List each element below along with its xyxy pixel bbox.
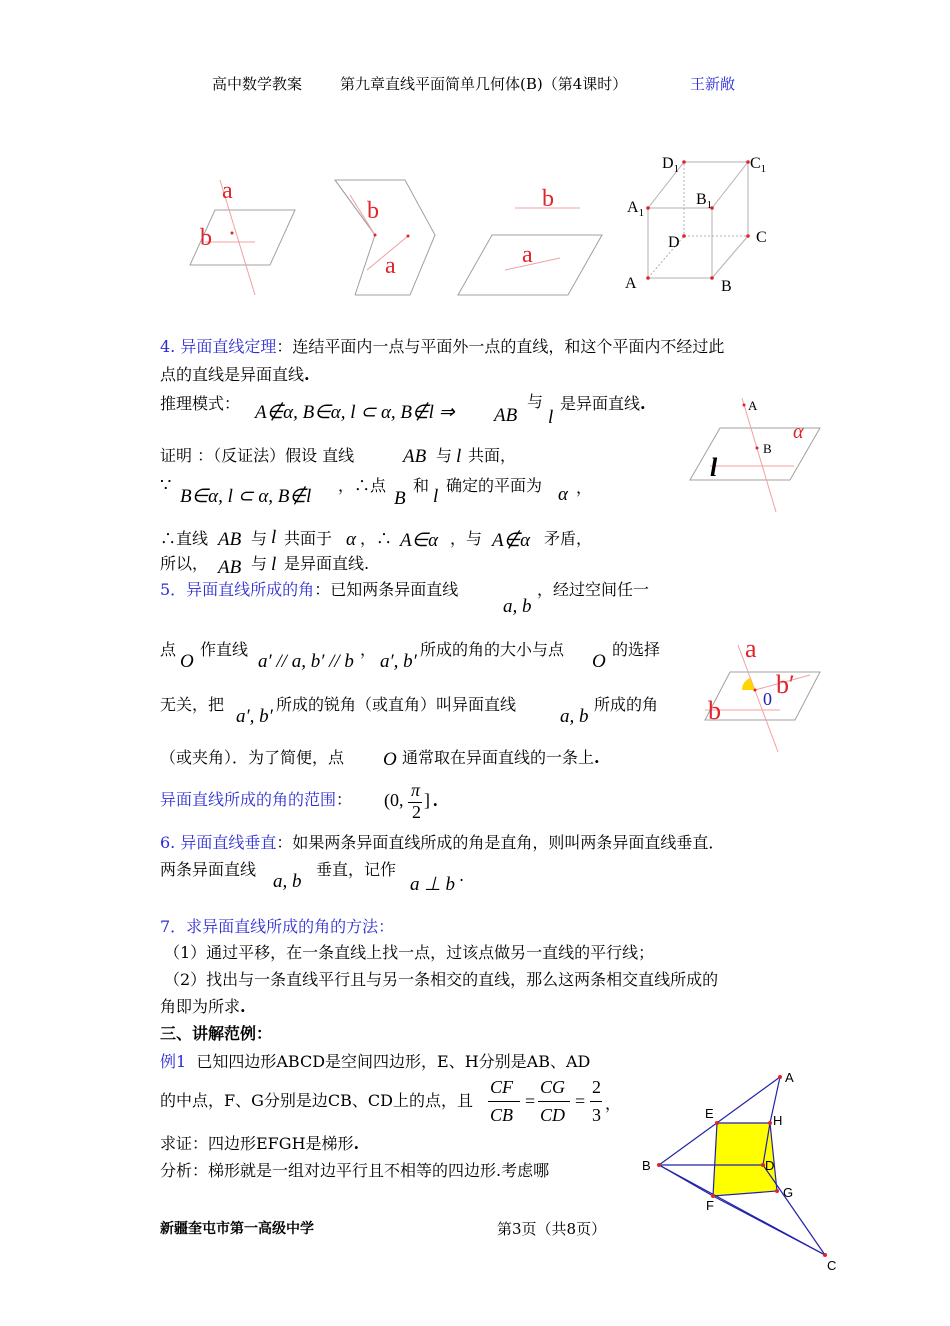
sec4-plane-def: 确定的平面为 <box>446 476 543 495</box>
sec4-line3-f1: A∈α <box>400 530 439 551</box>
sec4-line3-yu: 与 <box>251 529 268 548</box>
sec4-pt-B: B <box>394 488 406 509</box>
sec4-infer: 推理模式： <box>160 394 241 413</box>
sec4-line3-alpha: α <box>346 529 356 550</box>
sec4-fig-A: A <box>748 398 758 413</box>
sec4-fig-alpha: α <box>793 421 804 443</box>
sec5-O1: O <box>180 651 194 672</box>
sec4-line3-d: ，与 <box>450 529 483 548</box>
ex-fig-E: E <box>705 1106 714 1121</box>
cube-figure <box>620 150 780 300</box>
sec4-line4-yu: 与 <box>251 554 268 573</box>
sec4-line3-c: ，∴ <box>360 529 393 548</box>
ex-fig-H: H <box>773 1113 783 1128</box>
sec4-line1: 4. 异面直线定理：连结平面内一点与平面外一点的直线，和这个平面内不经过此 <box>160 337 725 356</box>
sec4-because-formula: B∈α, l ⊂ α, B∉l <box>180 486 312 507</box>
cube-label-B1: $B_1$ <box>696 191 713 211</box>
fig2-label-a: a <box>385 253 396 279</box>
sec5-wuguan: 无关，把 <box>160 695 225 714</box>
cube-label-B: B <box>721 278 732 295</box>
sec5-fig-b: b <box>708 696 721 725</box>
sec5-zuo: 作直线 <box>200 640 249 659</box>
fig3-label-b: b <box>542 186 554 212</box>
example1-line1: 例1 已知四边形ABCD是空间四边形，E、H分别是AB、AD <box>160 1052 591 1071</box>
footer-school: 新疆奎屯市第一高级中学 <box>160 1221 314 1237</box>
header-author: 王新敞 <box>690 75 736 93</box>
sec4-line4: 所以， <box>160 554 209 573</box>
sec6-perp: a ⊥ b <box>410 874 456 895</box>
sec7-item2a: （2）找出与一条直线平行且与另一条相交的直线，那么这两条相交直线所成的 <box>164 970 719 989</box>
fig2-label-b: b <box>367 198 379 224</box>
fig1-label-a: a <box>222 178 233 204</box>
sec4-comma: ， <box>576 478 593 497</box>
sec4-line3-f2: A∉α <box>492 530 531 551</box>
sec4-fig-B: B <box>763 441 772 456</box>
sec5-fig-a: a <box>745 634 757 663</box>
sec4-line3-e: 矛盾， <box>544 529 593 548</box>
sec5-ab3: a′, b′ <box>236 706 273 727</box>
sec5-body3b: 所成的角 <box>594 695 659 714</box>
sec7-title: 7．求异面直线所成的角的方法： <box>160 917 395 936</box>
top-figures <box>160 170 630 300</box>
ex-fig-D: D <box>765 1158 775 1173</box>
sec5-body2b: 的选择 <box>612 640 661 659</box>
sec5-line1: 5．异面直线所成的角：已知两条异面直线 <box>160 580 459 599</box>
cube-label-C1: $C_1$ <box>750 155 767 175</box>
sec5-body4a: （或夹角）．为了简便，点 <box>160 748 345 767</box>
sec4-proof-yu: 与 <box>436 446 453 465</box>
sec4-infer-l: l <box>548 407 554 428</box>
sec7-item2b: 角即为所求. <box>160 997 246 1016</box>
sec7-item1: （1）通过平移，在一条直线上找一点，过该点做另一直线的平行线； <box>164 943 655 962</box>
ex-fig-F: F <box>706 1198 714 1213</box>
sec4-figure <box>690 390 830 520</box>
sec4-proof-ab: AB <box>403 446 427 467</box>
sec5-fig-bprime: b′ <box>776 670 795 699</box>
sec4-because: ∵ <box>160 475 172 496</box>
sec3-title: 三、讲解范例： <box>160 1024 273 1043</box>
sec4-line3-b: 共面于 <box>284 529 333 548</box>
fig3-label-a: a <box>522 242 533 268</box>
sec4-proof-tail: 共面， <box>468 446 517 465</box>
figure-2 <box>335 180 435 295</box>
sec4-line2: 点的直线是异面直线. <box>160 365 310 384</box>
sec6-dot: . <box>459 866 465 885</box>
sec4-proof-l: l <box>456 446 462 467</box>
figure-1 <box>190 178 295 295</box>
figure-3 <box>458 186 602 295</box>
sec4-line3: ∴直线 <box>160 529 209 548</box>
sec5-line1b: ，经过空间任一 <box>537 580 650 599</box>
sec4-pt-l: l <box>433 486 439 507</box>
sec4-infer-tail: 是异面直线. <box>560 394 646 413</box>
ex-fig-C: C <box>827 1258 837 1273</box>
sec4-infer-yu: 与 <box>527 392 544 411</box>
sec5-body2: 所成的角的大小与点 <box>420 640 565 659</box>
sec5-figure <box>700 630 840 760</box>
sec5-body4b: 通常取在异面直线的一条上. <box>402 748 600 767</box>
cube-label-A1: $A_1$ <box>627 199 645 219</box>
ex-fig-A: A <box>785 1070 794 1085</box>
sec4-proof: 证明 ：（反证法）假设 直线 <box>160 446 355 465</box>
sec5-O2: O <box>592 651 606 672</box>
fig1-label-b: b <box>200 225 212 251</box>
footer-page: 第3页（共8页） <box>497 1220 607 1238</box>
sec5-O3: O <box>383 749 397 770</box>
sec5-ab4: a, b <box>560 706 589 727</box>
sec5-formula1: a′ // a, b′ // b <box>258 651 354 672</box>
example1-figure <box>630 1065 850 1275</box>
sec5-range: 异面直线所成的角的范围： <box>160 790 353 809</box>
sec4-infer-formula: A∉α, B∈α, l ⊂ α, B∉l ⇒ <box>255 402 455 423</box>
header-course: 高中数学教案 <box>212 75 303 93</box>
sec4-infer-ab: AB <box>494 405 518 426</box>
cube-label-D: D <box>668 234 680 251</box>
sec4-alpha: α <box>558 484 568 505</box>
sec4-therefore: ，∴点 <box>338 476 387 495</box>
ex-fig-G: G <box>783 1185 794 1200</box>
example1-line2: 的中点，F、G分别是边CB、CD上的点，且 <box>160 1091 473 1110</box>
sec5-pt: 点 <box>160 640 177 659</box>
sec6-ab: a, b <box>273 871 302 892</box>
sec4-line3-l: l <box>271 527 277 548</box>
sec4-fig-l: l <box>710 453 718 482</box>
sec4-he: 和 <box>413 476 430 495</box>
header-chapter: 第九章直线平面简单几何体(B)（第4课时） <box>340 75 628 93</box>
ex-fig-B: B <box>642 1158 651 1173</box>
sec6-line2: 两条异面直线 <box>160 860 257 879</box>
sec4-line4-ab: AB <box>218 557 242 578</box>
sec5-ab2: a′, b′ <box>380 651 417 672</box>
cube-label-C: C <box>756 229 767 246</box>
example1-line3: 求证：四边形EFGH是梯形. <box>160 1134 360 1153</box>
cube-label-D1: $D_1$ <box>662 155 680 175</box>
sec4-line4-l: l <box>271 554 277 575</box>
sec6-line1: 6. 异面直线垂直：如果两条异面直线所成的角是直角，则叫两条异面直线垂直． <box>160 833 725 852</box>
sec5-fig-O: 0 <box>763 689 772 709</box>
sec5-comma1: ， <box>360 640 377 659</box>
example1-line4: 分析：梯形就是一组对边平行且不相等的四边形.考虑哪 <box>160 1161 550 1180</box>
example1-fraction: CF CB = CG CD = 2 3 ， <box>490 1077 622 1125</box>
sec4-line3-ab: AB <box>218 529 242 550</box>
sec6-line2b: 垂直，记作 <box>316 860 397 879</box>
sec5-ab1: a, b <box>503 596 532 617</box>
sec4-line4-b: 是异面直线. <box>284 554 370 573</box>
cube-label-A: A <box>625 275 637 292</box>
sec5-body3: 所成的锐角（或直角）叫异面直线 <box>276 695 517 714</box>
